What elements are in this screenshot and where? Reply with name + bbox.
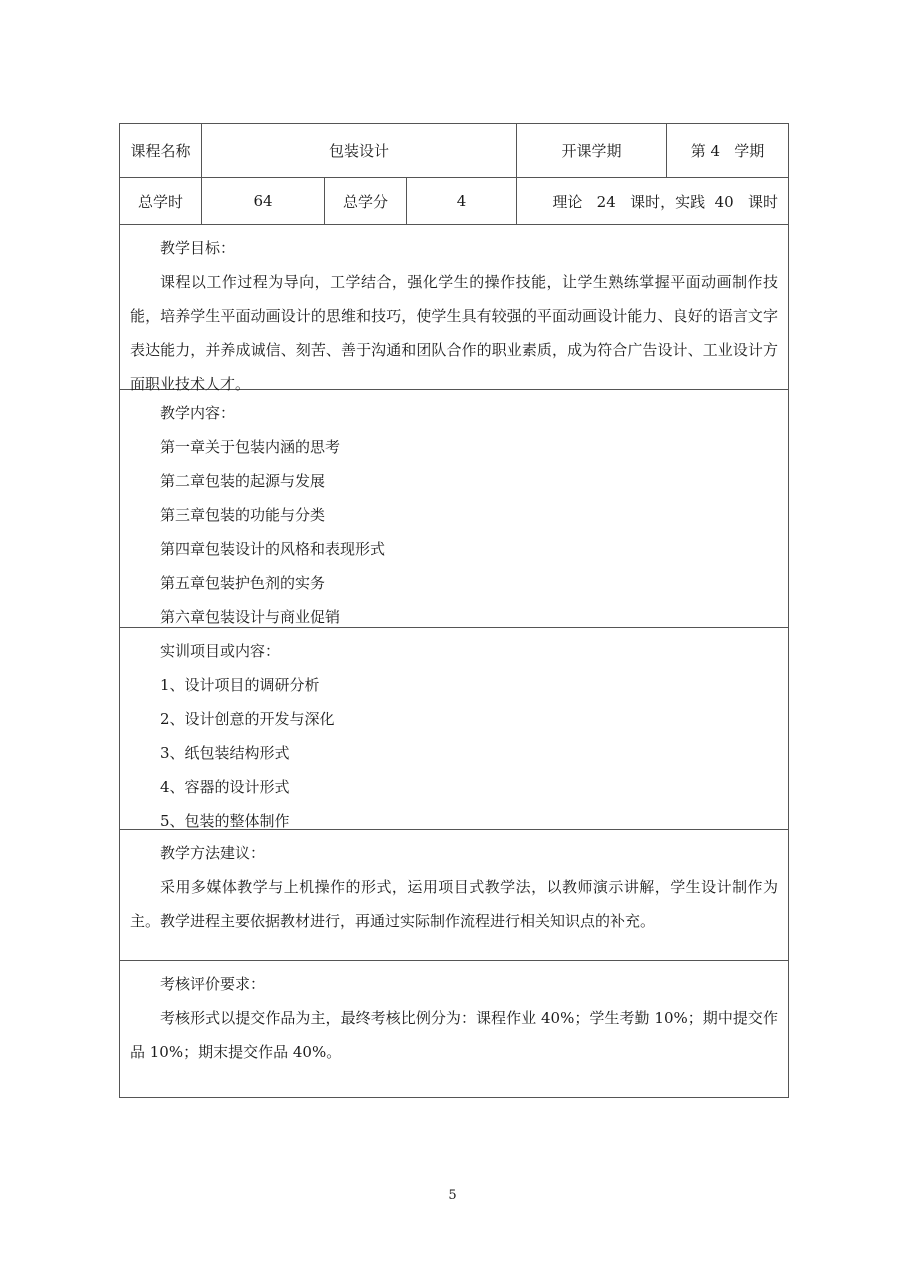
chapter-item: 第一章关于包装内涵的思考 — [160, 438, 341, 456]
practice-heading: 实训项目或内容： — [160, 642, 281, 660]
practice-item: 5、包装的整体制作 — [160, 812, 290, 830]
course-name-value: 包装设计 — [202, 124, 517, 177]
chapter-item: 第四章包装设计的风格和表现形式 — [160, 540, 386, 558]
total-hours-value: 64 — [202, 178, 325, 224]
teaching-goal-heading: 教学目标： — [160, 239, 236, 257]
total-credits-label: 总学分 — [325, 178, 407, 224]
chapter-item: 第二章包装的起源与发展 — [160, 472, 326, 490]
assessment-text: 考核形式以提交作品为主，最终考核比例分为：课程作业 40%；学生考勤 10%；期中提交作品 10%；期末提交作品 40%。 — [130, 1009, 778, 1061]
course-syllabus-table — [119, 123, 789, 1098]
course-name-label: 课程名称 — [120, 124, 202, 177]
practice-item: 4、容器的设计形式 — [160, 778, 290, 796]
hours-credits-row — [120, 178, 788, 225]
chapter-item: 第三章包装的功能与分类 — [160, 506, 326, 524]
hours-split-value: 理论 24 课时，实践 40 课时 — [552, 192, 778, 211]
chapter-item: 第五章包装护色剂的实务 — [160, 574, 326, 592]
chapter-item: 第六章包装设计与商业促销 — [160, 608, 341, 626]
assessment-section — [120, 961, 788, 1097]
teaching-content-section — [120, 390, 788, 628]
practice-section — [120, 628, 788, 830]
teaching-goal-text: 课程以工作过程为导向，工学结合，强化学生的操作技能，让学生熟练掌握平面动画制作技能，培养学生平面动画设计的思维和技巧，使学生具有较强的平面动画设计能力、良好的语言文字表达能力，并养成诚信、刻苦、善于沟通和团队合作的职业素质，成为符合广告设计、工业设计方面职业技术人才。 — [130, 273, 778, 393]
teaching-method-section — [120, 830, 788, 961]
term-label: 开课学期 — [517, 124, 667, 177]
course-info-row — [120, 124, 788, 178]
practice-item: 2、设计创意的开发与深化 — [160, 710, 335, 728]
teaching-method-text: 采用多媒体教学与上机操作的形式，运用项目式教学法，以教师演示讲解，学生设计制作为主。教学进程主要依据教材进行，再通过实际制作流程进行相关知识点的补充。 — [130, 878, 778, 930]
total-credits-value: 4 — [407, 178, 517, 224]
total-hours-label: 总学时 — [120, 178, 202, 224]
teaching-content-heading: 教学内容： — [160, 404, 236, 422]
page-number: 5 — [448, 1188, 457, 1203]
term-value: 第 4 学期 — [690, 142, 765, 160]
practice-item: 3、纸包装结构形式 — [160, 744, 290, 762]
assessment-heading: 考核评价要求： — [160, 975, 266, 993]
teaching-method-heading: 教学方法建议： — [160, 844, 266, 862]
practice-item: 1、设计项目的调研分析 — [160, 676, 320, 694]
teaching-goal-section — [120, 225, 788, 393]
